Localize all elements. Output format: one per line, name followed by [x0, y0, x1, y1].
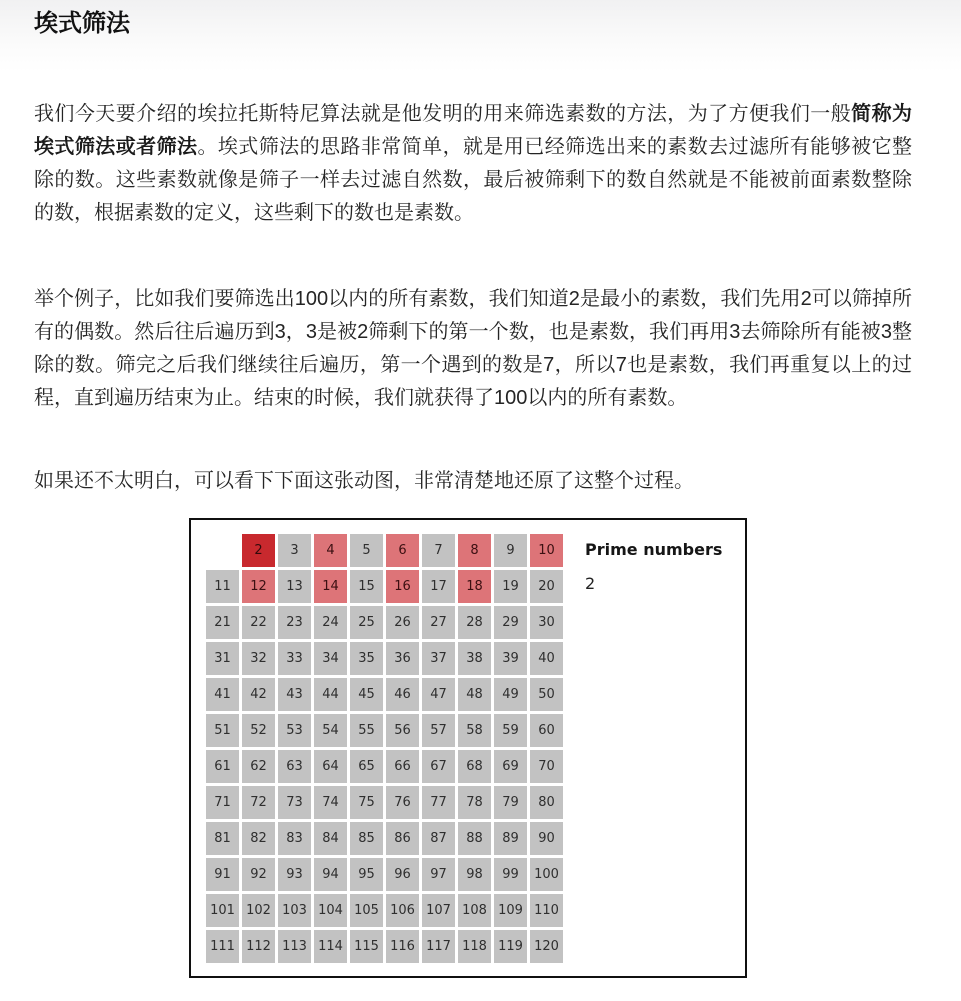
grid-cell-40: 40	[530, 642, 563, 675]
grid-cell-34: 34	[314, 642, 347, 675]
grid-cell-65: 65	[350, 750, 383, 783]
grid-cell-76: 76	[386, 786, 419, 819]
grid-cell-23: 23	[278, 606, 311, 639]
grid-cell-110: 110	[530, 894, 563, 927]
grid-cell-111: 111	[206, 930, 239, 963]
page-title: 埃式筛法	[34, 10, 130, 37]
paragraph-intro	[34, 98, 912, 230]
grid-cell-67: 67	[422, 750, 455, 783]
grid-cell-50: 50	[530, 678, 563, 711]
grid-cell-88: 88	[458, 822, 491, 855]
grid-cell-21: 21	[206, 606, 239, 639]
grid-cell-79: 79	[494, 786, 527, 819]
grid-cell-5: 5	[350, 534, 383, 567]
grid-cell-82: 82	[242, 822, 275, 855]
grid-cell-114: 114	[314, 930, 347, 963]
grid-cell-117: 117	[422, 930, 455, 963]
grid-cell-2: 2	[242, 534, 275, 567]
grid-cell-84: 84	[314, 822, 347, 855]
grid-cell-100: 100	[530, 858, 563, 891]
grid-cell-61: 61	[206, 750, 239, 783]
grid-cell-44: 44	[314, 678, 347, 711]
paragraph-intro-text-post: 。埃式筛法的思路非常简单，就是用已经筛选出来的素数去过滤所有能够被它整除的数。这些素数就像是筛子一样去过滤自然数，最后被筛剩下的数自然就是不能被前面素数整除的数，根据素数的定义，这些剩下的数也是素数。	[34, 136, 913, 224]
grid-cell-4: 4	[314, 534, 347, 567]
grid-cell-31: 31	[206, 642, 239, 675]
grid-cell-69: 69	[494, 750, 527, 783]
grid-cell-18: 18	[458, 570, 491, 603]
grid-cell-120: 120	[530, 930, 563, 963]
grid-cell-56: 56	[386, 714, 419, 747]
grid-cell-33: 33	[278, 642, 311, 675]
grid-cell-105: 105	[350, 894, 383, 927]
legend-title: Prime numbers	[585, 540, 723, 559]
grid-cell-54: 54	[314, 714, 347, 747]
paragraph-example: 举个例子，比如我们要筛选出100以内的所有素数，我们知道2是最小的素数，我们先用2可以筛掉所有的偶数。然后往后遍历到3，3是被2筛剩下的第一个数，也是素数，我们再用3去筛除所有能被3整除的数。筛完之后我们继续往后遍历，第一个遇到的数是7，所以7也是素数，我们再重复以上的过程，直到遍历结束为止。结束的时候，我们就获得了100以内的所有素数。	[34, 288, 912, 409]
grid-cell-116: 116	[386, 930, 419, 963]
grid-cell-49: 49	[494, 678, 527, 711]
grid-cell-89: 89	[494, 822, 527, 855]
grid-cell-17: 17	[422, 570, 455, 603]
primes-found-value: 2	[585, 574, 596, 593]
grid-cell-53: 53	[278, 714, 311, 747]
grid-cell-3: 3	[278, 534, 311, 567]
grid-cell-81: 81	[206, 822, 239, 855]
sieve-grid	[206, 534, 563, 963]
grid-cell-52: 52	[242, 714, 275, 747]
grid-cell-15: 15	[350, 570, 383, 603]
grid-cell-113: 113	[278, 930, 311, 963]
grid-cell-96: 96	[386, 858, 419, 891]
grid-cell-59: 59	[494, 714, 527, 747]
grid-cell-71: 71	[206, 786, 239, 819]
grid-cell-106: 106	[386, 894, 419, 927]
grid-cell-9: 9	[494, 534, 527, 567]
grid-cell-60: 60	[530, 714, 563, 747]
grid-cell-83: 83	[278, 822, 311, 855]
grid-cell-6: 6	[386, 534, 419, 567]
legend	[585, 540, 722, 593]
grid-cell-30: 30	[530, 606, 563, 639]
grid-cell-66: 66	[386, 750, 419, 783]
sieve-animation-image	[189, 518, 747, 978]
grid-cell-13: 13	[278, 570, 311, 603]
grid-cell-107: 107	[422, 894, 455, 927]
grid-cell-80: 80	[530, 786, 563, 819]
grid-cell-93: 93	[278, 858, 311, 891]
grid-cell-74: 74	[314, 786, 347, 819]
grid-cell-51: 51	[206, 714, 239, 747]
paragraph-intro-text-pre: 我们今天要介绍的埃拉托斯特尼算法就是他发明的用来筛选素数的方法，为了方便我们一般	[34, 103, 852, 125]
grid-cell-77: 77	[422, 786, 455, 819]
grid-cell-91: 91	[206, 858, 239, 891]
grid-cell-87: 87	[422, 822, 455, 855]
grid-cell-64: 64	[314, 750, 347, 783]
grid-cell-72: 72	[242, 786, 275, 819]
grid-cell-45: 45	[350, 678, 383, 711]
grid-cell-90: 90	[530, 822, 563, 855]
grid-cell-85: 85	[350, 822, 383, 855]
grid-cell-46: 46	[386, 678, 419, 711]
grid-cell-119: 119	[494, 930, 527, 963]
grid-cell-42: 42	[242, 678, 275, 711]
paragraph-intro-bold: 简称为埃式筛法或者筛法	[34, 103, 913, 158]
grid-cell-43: 43	[278, 678, 311, 711]
grid-cell-29: 29	[494, 606, 527, 639]
paragraph-gif-note: 如果还不太明白，可以看下下面这张动图，非常清楚地还原了这整个过程。	[34, 470, 694, 492]
grid-cell-73: 73	[278, 786, 311, 819]
grid-cell-55: 55	[350, 714, 383, 747]
grid-cell-12: 12	[242, 570, 275, 603]
grid-cell-20: 20	[530, 570, 563, 603]
grid-cell-112: 112	[242, 930, 275, 963]
grid-cell-86: 86	[386, 822, 419, 855]
grid-cell-8: 8	[458, 534, 491, 567]
grid-cell-39: 39	[494, 642, 527, 675]
grid-cell-70: 70	[530, 750, 563, 783]
grid-cell-103: 103	[278, 894, 311, 927]
grid-cell-62: 62	[242, 750, 275, 783]
grid-cell-104: 104	[314, 894, 347, 927]
grid-cell-26: 26	[386, 606, 419, 639]
grid-cell-25: 25	[350, 606, 383, 639]
grid-cell-78: 78	[458, 786, 491, 819]
grid-cell-57: 57	[422, 714, 455, 747]
grid-cell-11: 11	[206, 570, 239, 603]
grid-cell-92: 92	[242, 858, 275, 891]
grid-cell-109: 109	[494, 894, 527, 927]
grid-cell-48: 48	[458, 678, 491, 711]
grid-cell-19: 19	[494, 570, 527, 603]
grid-cell-38: 38	[458, 642, 491, 675]
grid-cell-99: 99	[494, 858, 527, 891]
grid-cell-24: 24	[314, 606, 347, 639]
grid-cell-14: 14	[314, 570, 347, 603]
grid-cell-35: 35	[350, 642, 383, 675]
grid-cell-75: 75	[350, 786, 383, 819]
grid-cell-115: 115	[350, 930, 383, 963]
grid-cell-22: 22	[242, 606, 275, 639]
grid-cell-58: 58	[458, 714, 491, 747]
grid-cell-27: 27	[422, 606, 455, 639]
grid-cell-63: 63	[278, 750, 311, 783]
grid-cell-37: 37	[422, 642, 455, 675]
grid-cell-7: 7	[422, 534, 455, 567]
grid-cell-16: 16	[386, 570, 419, 603]
grid-cell-32: 32	[242, 642, 275, 675]
grid-cell-41: 41	[206, 678, 239, 711]
grid-cell-94: 94	[314, 858, 347, 891]
grid-cell-102: 102	[242, 894, 275, 927]
grid-cell-10: 10	[530, 534, 563, 567]
grid-cell-118: 118	[458, 930, 491, 963]
grid-cell-68: 68	[458, 750, 491, 783]
grid-cell-95: 95	[350, 858, 383, 891]
grid-cell-36: 36	[386, 642, 419, 675]
grid-cell-101: 101	[206, 894, 239, 927]
grid-cell-98: 98	[458, 858, 491, 891]
grid-cell-108: 108	[458, 894, 491, 927]
grid-cell-28: 28	[458, 606, 491, 639]
grid-cell-97: 97	[422, 858, 455, 891]
grid-cell-47: 47	[422, 678, 455, 711]
